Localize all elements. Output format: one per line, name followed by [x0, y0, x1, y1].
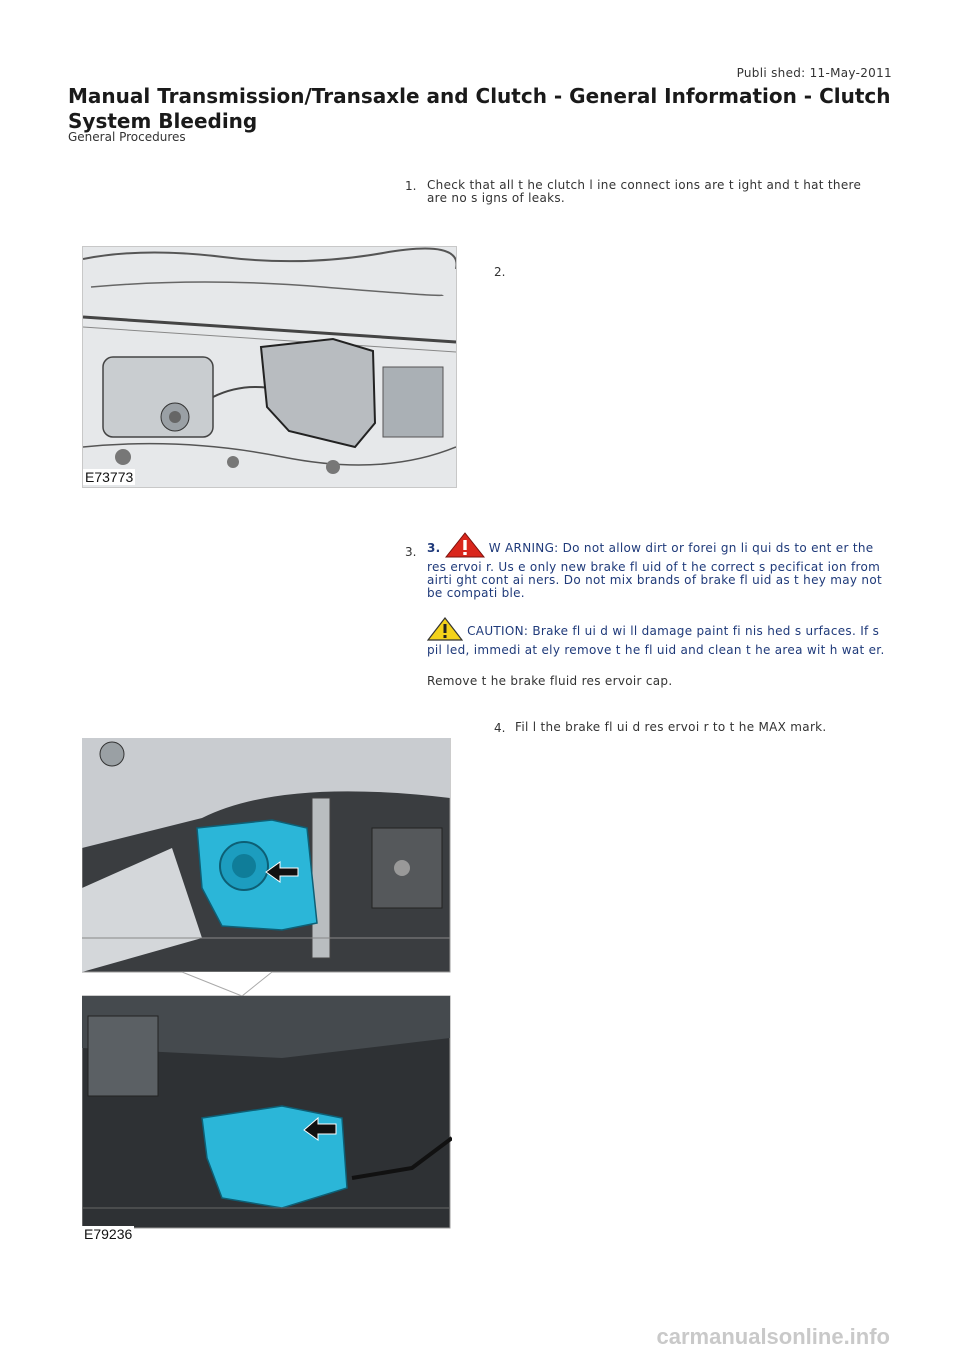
- step-3-caution: [427, 617, 892, 657]
- step-1-number: 1.: [405, 179, 417, 193]
- figure-label: E79236: [84, 1226, 133, 1242]
- warning-text: W ARNING: Do not allow dirt or forei gn li qui ds to ent er the res ervoi r. Us e only new brake fl uid of t he correct s pecificat ion from airti ght cont ai ners. Do not mix brands of brake fl uid as t hey may not be compati ble.: [427, 541, 882, 600]
- page-subtitle: General Procedures: [68, 130, 186, 144]
- engine-bay-illustration: [83, 247, 456, 487]
- step-2-number: 2.: [494, 265, 506, 279]
- step-3-text: Remove t he brake fluid res ervoir cap.: [427, 674, 673, 688]
- reservoir-figure: [82, 738, 452, 1246]
- step-3-bold-number: 3.: [427, 541, 441, 555]
- page-title: Manual Transmission/Transaxle and Clutch - General Information - Clutch System Bleeding: [68, 84, 891, 133]
- step-1-text: Check that all t he clutch l ine connect ions are t ight and t hat there are no s igns of leaks.: [427, 178, 862, 205]
- step-3-warning: [427, 532, 892, 600]
- engine-bay-figure: [82, 246, 457, 488]
- warning-triangle-icon: [445, 532, 485, 561]
- reservoir-illustration: [82, 738, 452, 1246]
- watermark: carmanualsonline.info: [656, 1324, 890, 1349]
- step-3-number: 3.: [405, 545, 417, 559]
- step-4-text: Fil l the brake fl ui d res ervoi r to t he MAX mark.: [515, 720, 827, 734]
- caution-triangle-icon: [427, 617, 463, 644]
- caution-text: CAUTION: Brake fl ui d wi ll damage paint fi nis hed s urfaces. If s pil led, immedi at ely remove t he fl uid and clean t he area wit h wat er.: [427, 624, 885, 657]
- figure-label: E73773: [85, 469, 134, 485]
- step-4-number: 4.: [494, 721, 506, 735]
- published-date: Publi shed: 11-May-2011: [736, 66, 892, 80]
